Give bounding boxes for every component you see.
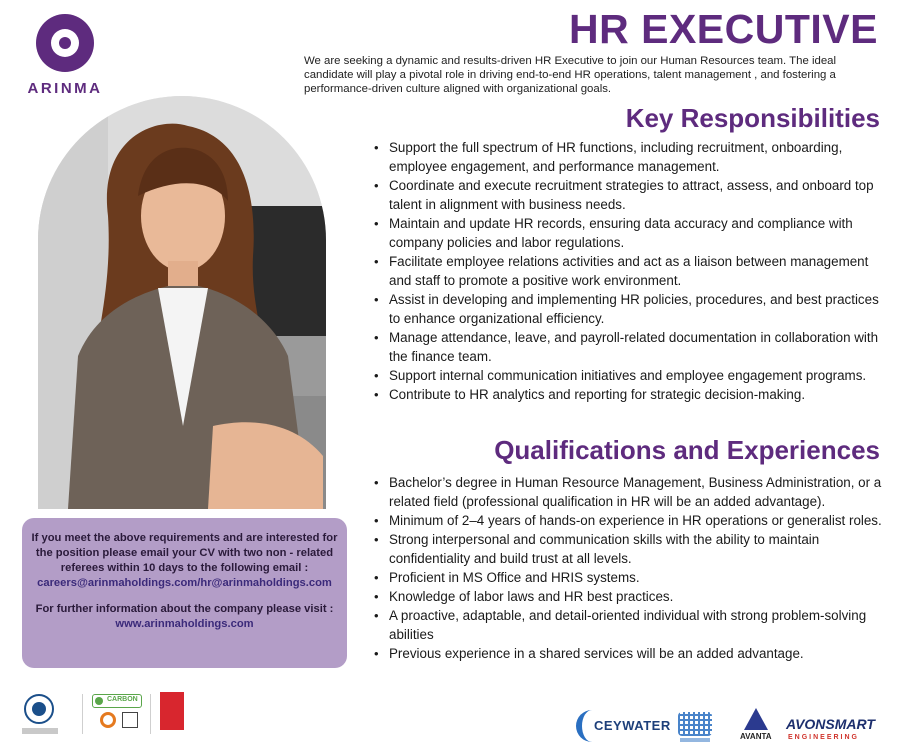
website-link[interactable]: www.arinmaholdings.com: [115, 618, 254, 630]
responsibilities-list: [372, 138, 890, 404]
key-responsibilities-heading: Key Responsibilities: [625, 103, 880, 133]
list-item: • Strong interpersonal and communication skills with the ability to maintain confidentiality and build trust at all levels.: [372, 530, 890, 568]
candidate-photo: [38, 96, 326, 509]
grid-logo-icon: [678, 712, 712, 736]
list-item: • Previous experience in a shared services will be an added advantage.: [372, 644, 890, 663]
grid-logo-caption: [680, 738, 710, 742]
apply-instructions: If you meet the above requirements and are interested for the position please email your CV with two non - related referees within 10 days to the following email :: [31, 532, 338, 574]
carbon-neutral-badge: [92, 694, 142, 708]
partner-logos: [574, 704, 884, 750]
brand-name: ARINMA: [27, 80, 103, 97]
contact-email-link[interactable]: careers@arinmaholdings.com/hr@arinmaholdings.com: [37, 577, 332, 589]
carbon-label: CARBON: [107, 696, 138, 703]
list-item: • Assist in developing and implementing HR policies, procedures, and best practices to enhance organizational efficiency.: [372, 290, 890, 328]
badge-caption-bar: [22, 728, 58, 734]
avanta-logo: AVANTA: [740, 732, 772, 741]
list-item: • Knowledge of labor laws and HR best practices.: [372, 587, 890, 606]
ceywater-logo-icon: [576, 710, 592, 742]
list-item: • Bachelor’s degree in Human Resource Management, Business Administration, or a related field (professional qualification in HR will be an added advantage).: [372, 473, 890, 511]
iso-badge-icon: [122, 712, 138, 728]
great-place-to-work-badge: [160, 692, 184, 730]
list-item: • Minimum of 2–4 years of hands-on experience in HR operations or generalist roles.: [372, 511, 890, 530]
certification-badges: [22, 692, 172, 740]
contact-box: [22, 518, 347, 668]
qualifications-heading: Qualifications and Experiences: [494, 435, 880, 465]
list-item: • A proactive, adaptable, and detail-oriented individual with strong problem-solving abilities: [372, 606, 890, 644]
avonsmart-subtitle: ENGINEERING: [788, 734, 860, 741]
arinma-logo: [22, 14, 108, 97]
job-title: HR EXECUTIVE: [569, 6, 878, 52]
avonsmart-logo: AVONSMART: [786, 716, 875, 732]
list-item: • Proficient in MS Office and HRIS systems.: [372, 568, 890, 587]
job-intro: We are seeking a dynamic and results-driven HR Executive to join our Human Resources team. The ideal candidate will play a pivotal role in driving end-to-end HR operations, talent management , and fostering a performance-driven culture aligned with organizational goals.: [304, 55, 837, 95]
list-item: • Support internal communication initiatives and employee engagement programs.: [372, 366, 890, 385]
ceywater-logo: CEYWATER: [594, 718, 671, 733]
list-item: • Contribute to HR analytics and reporting for strategic decision-making.: [372, 385, 890, 404]
list-item: • Manage attendance, leave, and payroll-related documentation in collaboration with the finance team.: [372, 328, 890, 366]
office-woman-illustration: [38, 96, 326, 509]
un-global-compact-icon: [24, 694, 54, 724]
list-item: • Maintain and update HR records, ensuring data accuracy and compliance with company policies and labor regulations.: [372, 214, 890, 252]
list-item: • Support the full spectrum of HR functions, including recruitment, onboarding, employee engagement, and performance management.: [372, 138, 890, 176]
arinma-logo-icon: [36, 14, 94, 72]
divider: [150, 694, 151, 734]
list-item: • Facilitate employee relations activities and act as a liaison between management and staff to promote a positive work environment.: [372, 252, 890, 290]
certification-seal-icon: [100, 712, 116, 728]
list-item: • Coordinate and execute recruitment strategies to attract, assess, and onboard top talent in alignment with business needs.: [372, 176, 890, 214]
qualifications-list: [372, 473, 890, 663]
divider: [82, 694, 83, 734]
avanta-logo-icon: [744, 708, 768, 730]
further-info-text: For further information about the company please visit :: [35, 603, 334, 615]
